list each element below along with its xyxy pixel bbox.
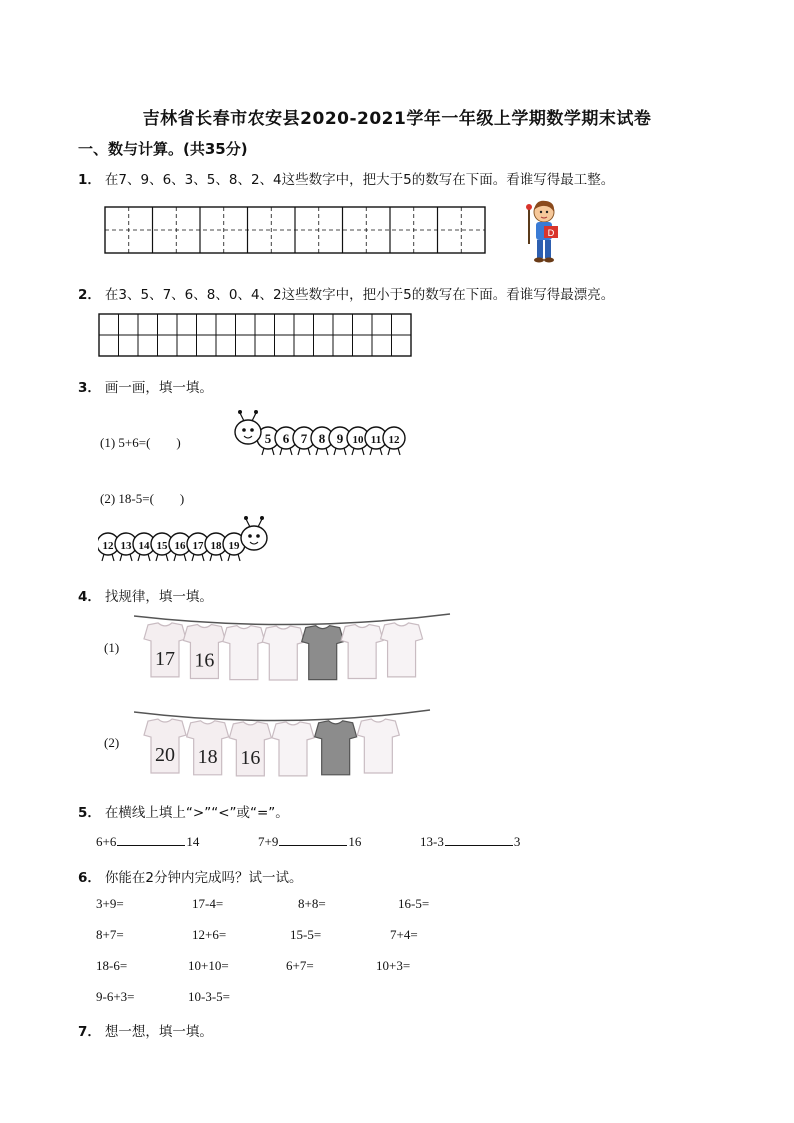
shirt bbox=[223, 626, 265, 680]
shirt-line-2 bbox=[134, 704, 434, 784]
page-title: 吉林省长春市农安县2020-2021学年一年级上学期数学期末试卷 bbox=[142, 109, 652, 129]
segment-number: 11 bbox=[370, 434, 382, 446]
question-number: 4． bbox=[78, 589, 101, 605]
sub-item-1: (1) bbox=[104, 640, 120, 655]
shirt-line-1 bbox=[134, 608, 454, 688]
question-text: 画一画，填一填。 bbox=[104, 380, 213, 396]
segment-number: 7 bbox=[300, 431, 308, 446]
question-text: 在7、9、6、3、5、8、2、4这些数字中，把大于5的数写在下面。看谁写得最工整。 bbox=[104, 172, 615, 188]
answer-blank[interactable] bbox=[117, 833, 185, 846]
equation: 18-6= bbox=[96, 958, 128, 973]
question-number: 2． bbox=[78, 287, 101, 303]
svg-text:D: D bbox=[547, 229, 555, 239]
equation: 10+3= bbox=[376, 958, 411, 973]
clothesline bbox=[134, 614, 450, 625]
sub-item-2: (2) bbox=[104, 735, 120, 750]
shirt-number: 18 bbox=[197, 745, 218, 768]
caterpillar-head bbox=[235, 420, 261, 444]
equation: 17-4= bbox=[192, 896, 224, 911]
shirt bbox=[315, 721, 357, 775]
question-5 bbox=[78, 801, 289, 821]
question-2 bbox=[78, 283, 614, 303]
question-4 bbox=[78, 585, 213, 605]
shirt bbox=[381, 623, 423, 677]
question-text: 在横线上填上“>”“<”或“=”。 bbox=[104, 805, 289, 821]
segment-number: 6 bbox=[282, 431, 290, 446]
segment-number: 16 bbox=[174, 540, 186, 552]
compare-item: 13-3 3 bbox=[420, 834, 521, 849]
section-heading: 一、数与计算。(共35分) bbox=[78, 140, 248, 158]
segment-number: 12 bbox=[388, 434, 400, 446]
question-text: 想一想，填一填。 bbox=[104, 1024, 213, 1040]
compare-item: 6+6 14 bbox=[96, 834, 200, 849]
four-line-grid[interactable] bbox=[98, 313, 414, 359]
equation: 3+9= bbox=[96, 896, 124, 911]
question-number: 6． bbox=[78, 870, 101, 886]
question-number: 3． bbox=[78, 380, 101, 396]
equation: 10+10= bbox=[188, 958, 229, 973]
boy-with-flag-illustration bbox=[520, 196, 564, 268]
caterpillar-1 bbox=[230, 410, 416, 462]
shirt-number: 17 bbox=[155, 647, 175, 670]
question-1 bbox=[78, 168, 614, 188]
segment-number: 8 bbox=[318, 431, 326, 446]
equation: 7+4= bbox=[390, 927, 418, 942]
question-6 bbox=[78, 866, 303, 886]
equation: 6+7= bbox=[286, 958, 314, 973]
shirt-number: 20 bbox=[155, 744, 175, 767]
segment-number: 9 bbox=[336, 431, 344, 446]
segment-number: 18 bbox=[210, 540, 222, 552]
caterpillar-head bbox=[241, 526, 267, 550]
segment-number: 5 bbox=[264, 431, 272, 446]
compare-item: 7+9 16 bbox=[258, 834, 362, 849]
shirt bbox=[262, 626, 304, 680]
question-number: 7． bbox=[78, 1024, 101, 1040]
segment-number: 10 bbox=[352, 434, 364, 446]
tian-grid-boxes[interactable] bbox=[104, 206, 488, 256]
question-3 bbox=[78, 376, 213, 396]
answer-blank[interactable] bbox=[445, 833, 513, 846]
segment-number: 17 bbox=[192, 540, 204, 552]
equation: 15-5= bbox=[290, 927, 322, 942]
equation: 9-6+3= bbox=[96, 989, 135, 1004]
equation: 8+7= bbox=[96, 927, 124, 942]
segment-number: 12 bbox=[102, 540, 114, 552]
equation: 8+8= bbox=[298, 896, 326, 911]
equation: 16-5= bbox=[398, 896, 430, 911]
question-number: 5． bbox=[78, 805, 101, 821]
shirt-number: 16 bbox=[240, 746, 261, 769]
shirt bbox=[341, 624, 383, 678]
sub-item-1: (1) 5+6=( ) bbox=[100, 435, 181, 450]
question-text: 找规律，填一填。 bbox=[104, 589, 213, 605]
question-number: 1． bbox=[78, 172, 101, 188]
sub-item-2: (2) 18-5=( ) bbox=[100, 491, 185, 506]
question-text: 你能在2分钟内完成吗？试一试。 bbox=[104, 870, 303, 886]
shirt bbox=[357, 719, 399, 773]
segment-number: 15 bbox=[156, 540, 168, 552]
question-7 bbox=[78, 1020, 213, 1040]
shirt-number: 16 bbox=[194, 649, 215, 672]
segment-number: 14 bbox=[138, 540, 150, 552]
shirt bbox=[302, 626, 344, 680]
caterpillar-2 bbox=[98, 516, 278, 568]
equation: 12+6= bbox=[192, 927, 227, 942]
segment-number: 13 bbox=[120, 540, 132, 552]
answer-blank[interactable] bbox=[279, 833, 347, 846]
equation: 10-3-5= bbox=[188, 989, 230, 1004]
question-text: 在3、5、7、6、8、0、4、2这些数字中，把小于5的数写在下面。看谁写得最漂亮。 bbox=[104, 287, 615, 303]
segment-number: 19 bbox=[228, 540, 240, 552]
shirt bbox=[272, 722, 314, 776]
